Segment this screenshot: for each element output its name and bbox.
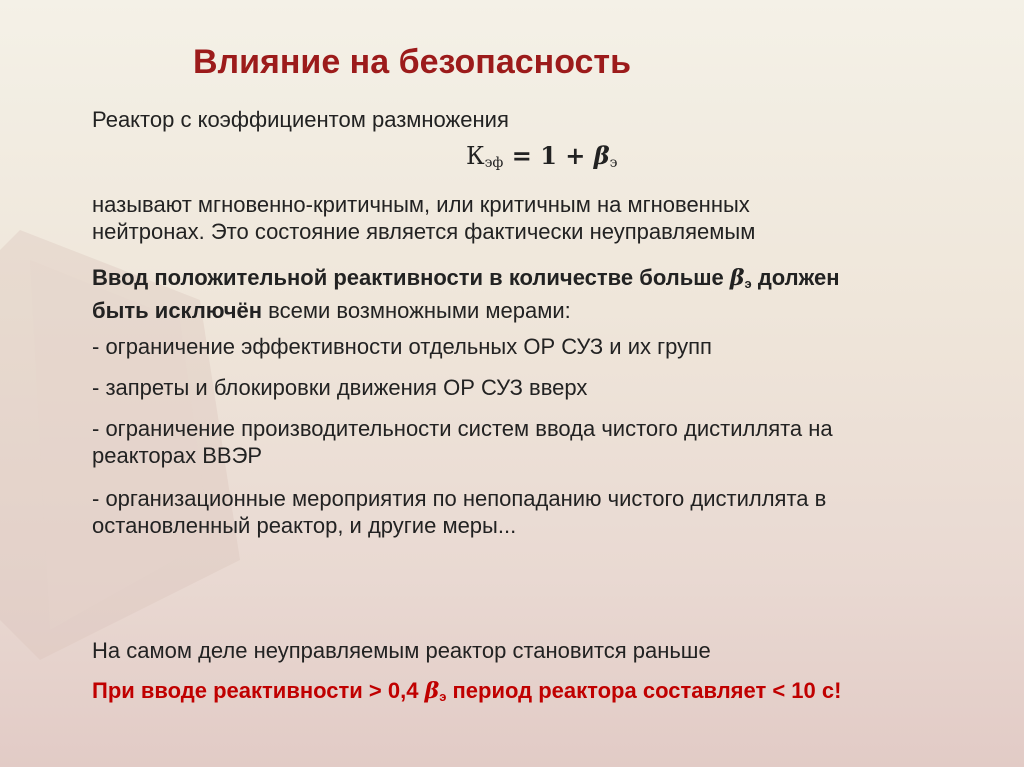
- slide-title: Влияние на безопасность: [193, 43, 631, 81]
- list-item-line: остановленный реактор, и другие меры...: [92, 513, 517, 538]
- reactivity-bold-2: должен: [751, 265, 840, 290]
- paragraph-critical-line1: называют мгновенно-критичным, или критичным на мгновенных: [92, 192, 750, 217]
- paragraph-critical: [92, 191, 992, 245]
- reactivity-bold-3: быть исключён: [92, 298, 263, 323]
- paragraph-reactivity: [92, 264, 992, 324]
- warning-text: [92, 677, 992, 710]
- list-item: [92, 485, 992, 539]
- warning-part-2: период реактора составляет < 10 с!: [446, 678, 842, 703]
- intro-text: Реактор с коэффициентом размножения: [92, 107, 509, 132]
- formula-k: К: [466, 142, 485, 170]
- reactivity-bold-1: Ввод положительной реактивности в количестве больше: [92, 265, 730, 290]
- reactivity-rest: всеми возмножными мерами:: [262, 298, 571, 323]
- list-item-line: - организационные мероприятия по непопаданию чистого дистиллята в: [92, 486, 827, 511]
- list-item-line: реакторах ВВЭР: [92, 443, 263, 468]
- warning-beta: β: [424, 678, 440, 704]
- paragraph-critical-line2: нейтронах. Это состояние является фактически неуправляемым: [92, 219, 756, 244]
- formula: [466, 141, 618, 171]
- formula-beta: β: [593, 141, 610, 170]
- list-item-line: - ограничение производительности систем ввода чистого дистиллята на: [92, 416, 833, 441]
- warning-beta-sub: э: [439, 689, 447, 704]
- warning-part-1: При вводе реактивности > 0,4: [92, 678, 425, 703]
- reactivity-beta: β: [729, 265, 745, 291]
- reactivity-beta-sub: э: [744, 276, 752, 291]
- formula-beta-sub: э: [609, 155, 618, 171]
- list-item: - запреты и блокировки движения ОР СУЗ вверх: [92, 375, 588, 400]
- list-item: [92, 415, 992, 469]
- formula-k-sub: эф: [484, 155, 504, 171]
- list-item: - ограничение эффективности отдельных ОР СУЗ и их групп: [92, 334, 712, 359]
- formula-eq: = 1 +: [503, 141, 594, 170]
- note-text: На самом деле неуправляемым реактор становится раньше: [92, 638, 711, 663]
